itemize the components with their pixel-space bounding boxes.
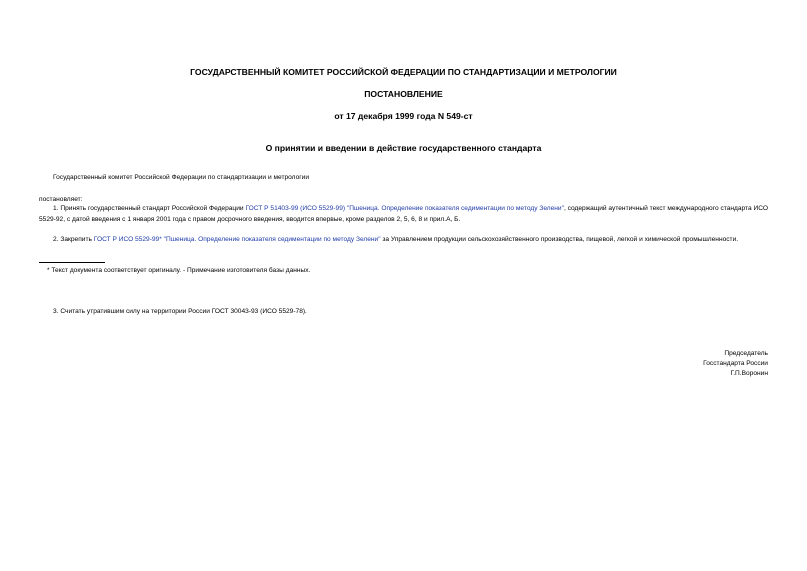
- footnote-text: * Текст документа соответствует оригиналу. - Примечание изготовителя базы данных.: [47, 267, 311, 274]
- item-2-paragraph: [39, 234, 768, 245]
- subject-heading: О принятии и введении в действие государственного стандарта: [265, 143, 542, 153]
- item-1-paragraph: [39, 203, 768, 225]
- date-number-heading: от 17 декабря 1999 года N 549-ст: [334, 111, 473, 121]
- footnote-divider: [39, 262, 105, 263]
- item-1-text-before: 1. Принять государственный стандарт Российской Федерации: [53, 205, 246, 212]
- item-1-gost-link[interactable]: ГОСТ Р 51403-99 (ИСО 5529-99) "Пшеница. Определение показателя седиментации по методу Зелени": [245, 205, 564, 212]
- item-2-text-before: 2. Закрепить: [53, 236, 94, 243]
- item-2-gost-link[interactable]: ГОСТ Р ИСО 5529-99*: [93, 236, 162, 243]
- signature-position: Председатель: [724, 350, 768, 357]
- act-type-heading: ПОСТАНОВЛЕНИЕ: [364, 89, 443, 99]
- item-2-title-link[interactable]: "Пшеница. Определение показателя седиментации по методу Зелени": [163, 236, 381, 243]
- resolves-text: постановляет:: [39, 196, 83, 203]
- committee-heading: ГОСУДАРСТВЕННЫЙ КОМИТЕТ РОССИЙСКОЙ ФЕДЕРАЦИИ ПО СТАНДАРТИЗАЦИИ И МЕТРОЛОГИИ: [190, 67, 617, 77]
- preamble-text: Государственный комитет Российской Федерации по стандартизации и метрологии: [53, 174, 310, 181]
- item-2-text-after: за Управлением продукции сельскохозяйственного производства, пищевой, легкой и химической промышленности.: [380, 236, 739, 243]
- signature-organization: Госстандарта России: [703, 360, 768, 367]
- item-3-text: 3. Считать утратившим силу на территории России ГОСТ 30043-93 (ИСО 5529-78).: [53, 308, 307, 315]
- item-1-text-after: , содержащий аутентичный текст международного стандарта ИСО 5529-92, с датой введения с 1 января 2001 года с правом досрочного введения, вводится впервые, кроме разделов 2, 5, 6, 8 и прил.А, Б.: [39, 205, 769, 223]
- signature-name: Г.П.Воронин: [730, 370, 768, 377]
